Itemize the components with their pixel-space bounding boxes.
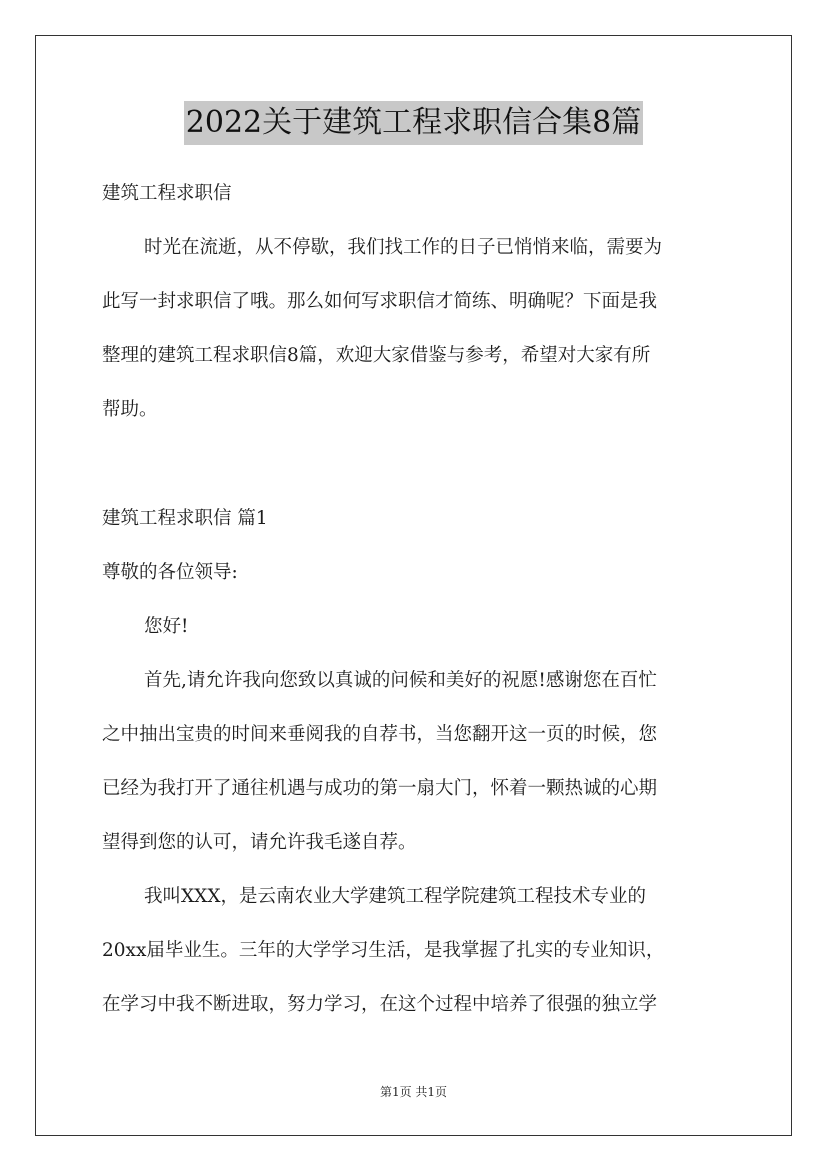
- paragraph-line: 时光在流逝，从不停歇，我们找工作的日子已悄悄来临，需要为: [144, 237, 663, 258]
- paragraph-line: 已经为我打开了通往机遇与成功的第一扇大门，怀着一颗热诚的心期: [102, 778, 658, 799]
- document-title: 2022关于建筑工程求职信合集8篇: [184, 101, 643, 145]
- section-heading: 建筑工程求职信: [102, 183, 232, 204]
- paragraph-line: 望得到您的认可，请允许我毛遂自荐。: [102, 832, 417, 853]
- paragraph-line: 整理的建筑工程求职信8篇，欢迎大家借鉴与参考，希望对大家有所: [102, 345, 651, 366]
- page-footer: 第1页 共1页: [379, 1085, 448, 1099]
- paragraph-line: 此写一封求职信了哦。那么如何写求职信才简练、明确呢？下面是我: [102, 291, 658, 312]
- greeting: 您好!: [144, 616, 189, 637]
- paragraph-line: 帮助。: [102, 399, 158, 420]
- paragraph-line: 20xx届毕业生。三年的大学学习生活，是我掌握了扎实的专业知识，: [102, 940, 665, 961]
- title-container: [0, 101, 827, 145]
- paragraph-line: 首先,请允许我向您致以真诚的问候和美好的祝愿!感谢您在百忙: [144, 670, 657, 691]
- paragraph-line: 我叫XXX，是云南农业大学建筑工程学院建筑工程技术专业的: [144, 886, 647, 907]
- paragraph-line: 之中抽出宝贵的时间来垂阅我的自荐书，当您翻开这一页的时候，您: [102, 724, 658, 745]
- paragraph-line: 在学习中我不断进取，努力学习，在这个过程中培养了很强的独立学: [102, 994, 658, 1015]
- section-heading: 建筑工程求职信 篇1: [102, 508, 268, 529]
- salutation: 尊敬的各位领导:: [102, 562, 238, 583]
